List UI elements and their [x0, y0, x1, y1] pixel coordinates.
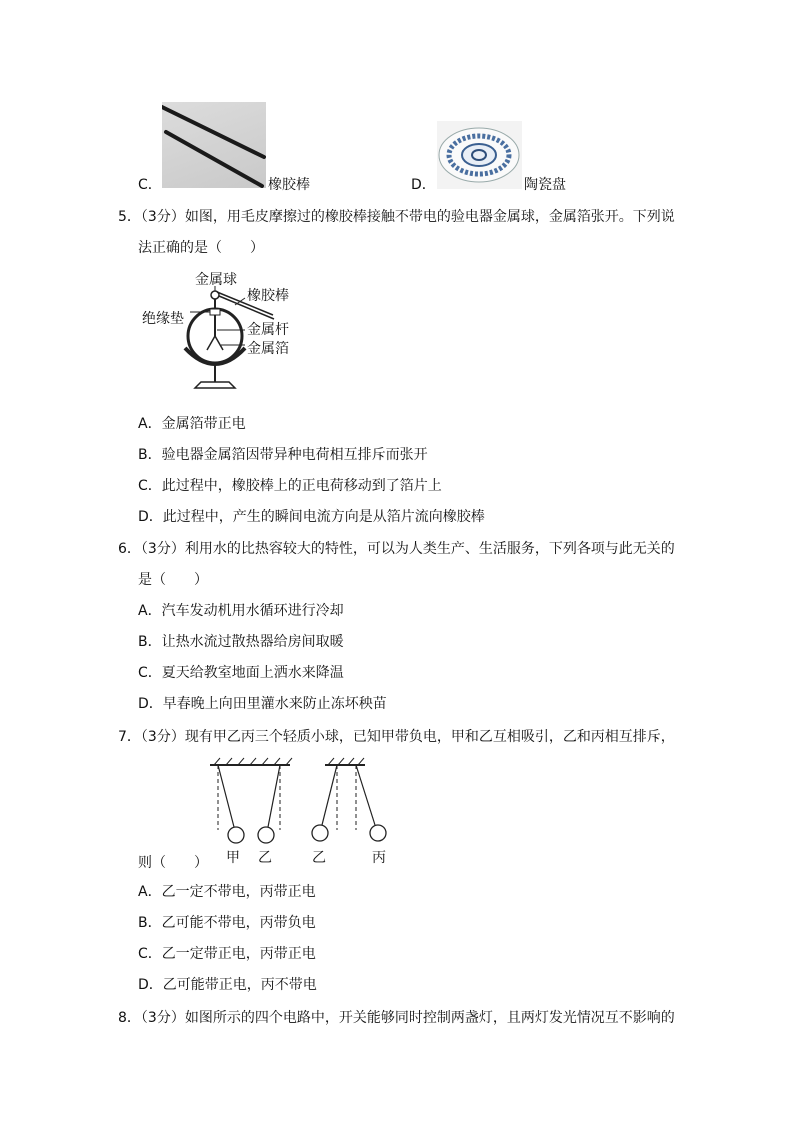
q7-option-b: B．乙可能不带电，丙带负电: [138, 915, 316, 931]
q6-stem-line2: 是（ ）: [138, 572, 208, 588]
plate-icon: [437, 121, 522, 189]
option-c-label: 橡胶棒: [268, 177, 310, 193]
rubber-rod-icon: [162, 102, 266, 188]
label-ball-yi-right: 乙: [312, 850, 326, 866]
label-rubber-rod: 橡胶棒: [247, 288, 289, 304]
q6-option-a: A．汽车发动机用水循环进行冷却: [138, 603, 344, 619]
q7-stem-line1: 7．（3分）现有甲乙丙三个轻质小球，已知甲带负电，甲和乙互相吸引，乙和丙相互排斥，: [118, 729, 675, 745]
q5-option-b: B．验电器金属箔因带异种电荷相互排斥而张开: [138, 447, 428, 463]
q7-option-d: D．乙可能带正电，丙不带电: [138, 977, 317, 993]
q5-stem-line2: 法正确的是（ ）: [138, 240, 264, 256]
q5-option-a: A．金属箔带正电: [138, 416, 246, 432]
q5-stem-line1: 5．（3分）如图，用毛皮摩擦过的橡胶棒接触不带电的验电器金属球，金属箔张开。下列说: [118, 209, 675, 225]
label-metal-ball: 金属球: [195, 272, 237, 288]
q5-option-d: D．此过程中，产生的瞬间电流方向是从箔片流向橡胶棒: [138, 509, 485, 525]
q7-option-c: C．乙一定带正电，丙带正电: [138, 946, 316, 962]
q5-option-c: C．此过程中，橡胶棒上的正电荷移动到了箔片上: [138, 478, 442, 494]
label-ball-yi-left: 乙: [258, 850, 272, 866]
label-insulating-pad: 绝缘垫: [142, 311, 184, 327]
label-ball-jia: 甲: [226, 850, 240, 866]
option-c-letter: C．: [138, 177, 162, 193]
ceramic-plate-photo: [437, 121, 522, 189]
q6-option-c: C．夏天给教室地面上洒水来降温: [138, 665, 344, 681]
q6-option-b: B．让热水流过散热器给房间取暖: [138, 634, 344, 650]
q6-option-d: D．早春晚上向田里灌水来防止冻坏秧苗: [138, 696, 387, 712]
label-ball-bing: 丙: [372, 850, 386, 866]
q7-option-a: A．乙一定不带电，丙带正电: [138, 884, 316, 900]
q7-stem-line2: 则（ ）: [138, 855, 208, 871]
label-metal-stem: 金属杆: [247, 322, 289, 338]
option-d-letter: D．: [411, 177, 436, 193]
option-d-label: 陶瓷盘: [524, 177, 566, 193]
q6-stem-line1: 6．（3分）利用水的比热容较大的特性，可以为人类生产、生活服务，下列各项与此无关的: [118, 541, 675, 557]
chopsticks-photo: [162, 102, 266, 188]
pendulum-balls-diagram: [200, 755, 400, 850]
q8-stem-line1: 8．（3分）如图所示的四个电路中，开关能够同时控制两盏灯，且两灯发光情况互不影响的: [118, 1010, 675, 1026]
label-metal-foil: 金属箔: [247, 341, 289, 357]
